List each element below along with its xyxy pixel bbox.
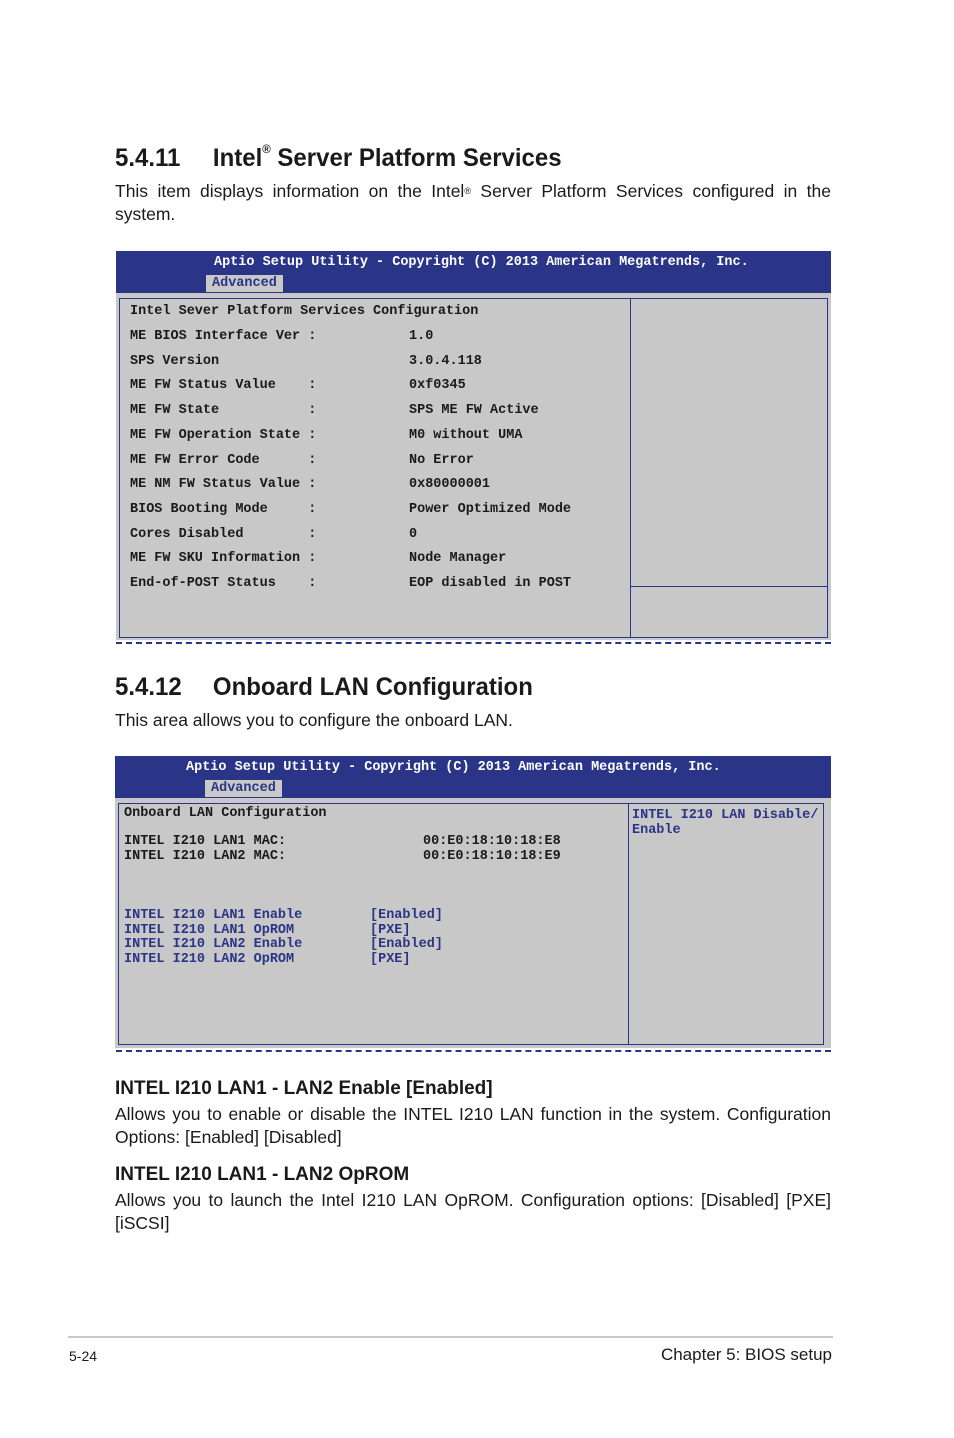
item-description-lan-enable: Allows you to enable or disable the INTEL I210 LAN function in the system. Configuration Options: [Enabled] [Disabled]: [115, 1104, 831, 1147]
sps-row-label: ME FW Operation State :: [130, 427, 317, 443]
footer-rule: [68, 1336, 833, 1338]
section-number: 5.4.11: [115, 144, 181, 172]
sps-row-label: SPS Version: [130, 353, 220, 369]
help-text-line2: Enable: [632, 823, 681, 838]
item-description-lan-oprom: Allows you to launch the Intel I210 LAN OpROM. Configuration options: [Disabled] [PXE] [iSCSI]: [115, 1190, 831, 1233]
mac-value: 00:E0:18:10:18:E9: [423, 849, 561, 864]
bios-header-title: Aptio Setup Utility - Copyright (C) 2013 American Megatrends, Inc.: [186, 760, 721, 775]
bios-header-title: Aptio Setup Utility - Copyright (C) 2013 American Megatrends, Inc.: [214, 255, 749, 270]
sps-row-label: Cores Disabled :: [130, 526, 317, 542]
chapter-title: Chapter 5: BIOS setup: [660, 1345, 832, 1364]
mac-value: 00:E0:18:10:18:E8: [423, 834, 561, 849]
item-heading-lan-oprom: INTEL I210 LAN1 - LAN2 OpROM: [115, 1164, 410, 1185]
sps-row-value: SPS ME FW Active: [409, 403, 539, 419]
lan-option-value[interactable]: [PXE]: [370, 951, 411, 967]
lan-option-label[interactable]: INTEL I210 LAN2 OpROM: [124, 951, 295, 967]
lan-option-value[interactable]: [PXE]: [370, 922, 411, 938]
mac-label: INTEL I210 LAN1 MAC:: [124, 834, 287, 849]
sps-row-value: Power Optimized Mode: [409, 501, 572, 517]
config-title: Intel Sever Platform Services Configuration: [130, 304, 479, 319]
bios-bottom-dashes: [116, 1050, 831, 1052]
tab-advanced[interactable]: Advanced: [206, 275, 283, 292]
sps-row-value: 0xf0345: [409, 378, 466, 394]
sps-row-label: ME FW State :: [130, 403, 317, 419]
section-heading-intel-sps: 5.4.11 Intel® Server Platform Services: [115, 142, 562, 172]
sps-row-value: M0 without UMA: [409, 427, 523, 443]
config-title: Onboard LAN Configuration: [124, 806, 327, 821]
tab-advanced[interactable]: Advanced: [205, 780, 282, 797]
lan-option-label[interactable]: INTEL I210 LAN1 Enable: [124, 908, 303, 923]
sps-row-value: 0x80000001: [409, 477, 491, 493]
page-number: 5-24: [69, 1348, 98, 1364]
item-heading-lan-enable: INTEL I210 LAN1 - LAN2 Enable [Enabled]: [115, 1078, 493, 1099]
section-description: This item displays information on the Intel® Server Platform Services configured in the system.: [115, 181, 831, 224]
sps-row-label: End-of-POST Status :: [130, 576, 317, 591]
section-heading-onboard-lan: 5.4.12 Onboard LAN Configuration: [115, 673, 533, 701]
sps-row-label: BIOS Booting Mode :: [130, 501, 317, 517]
sps-row-label: ME FW Error Code :: [130, 452, 317, 468]
lan-option-value[interactable]: [Enabled]: [370, 937, 443, 952]
sps-row-value: EOP disabled in POST: [409, 576, 572, 591]
help-divider: [631, 586, 827, 587]
sps-row-label: ME FW SKU Information :: [130, 551, 317, 567]
lan-option-label[interactable]: INTEL I210 LAN1 OpROM: [124, 922, 295, 938]
sps-row-value: 1.0: [409, 329, 434, 344]
sps-row-value: 0: [409, 526, 418, 542]
sps-row-value: 3.0.4.118: [409, 353, 482, 369]
sps-row-value: Node Manager: [409, 551, 507, 567]
sps-row-value: No Error: [409, 452, 474, 468]
sps-row-label: ME BIOS Interface Ver :: [130, 329, 317, 344]
bios-help-panel: [628, 803, 824, 1045]
sps-row-label: ME FW Status Value :: [130, 378, 317, 394]
lan-option-value[interactable]: [Enabled]: [370, 908, 443, 923]
sps-row-label: ME NM FW Status Value :: [130, 477, 317, 493]
bios-bottom-dashes: [116, 642, 831, 644]
section-number: 5.4.12: [115, 673, 182, 701]
lan-option-label[interactable]: INTEL I210 LAN2 Enable: [124, 937, 303, 952]
help-text-line1: INTEL I210 LAN Disable/: [632, 808, 819, 823]
mac-label: INTEL I210 LAN2 MAC:: [124, 849, 287, 864]
bios-help-panel: [630, 298, 828, 638]
section-description: This area allows you to configure the onboard LAN.: [115, 710, 513, 730]
